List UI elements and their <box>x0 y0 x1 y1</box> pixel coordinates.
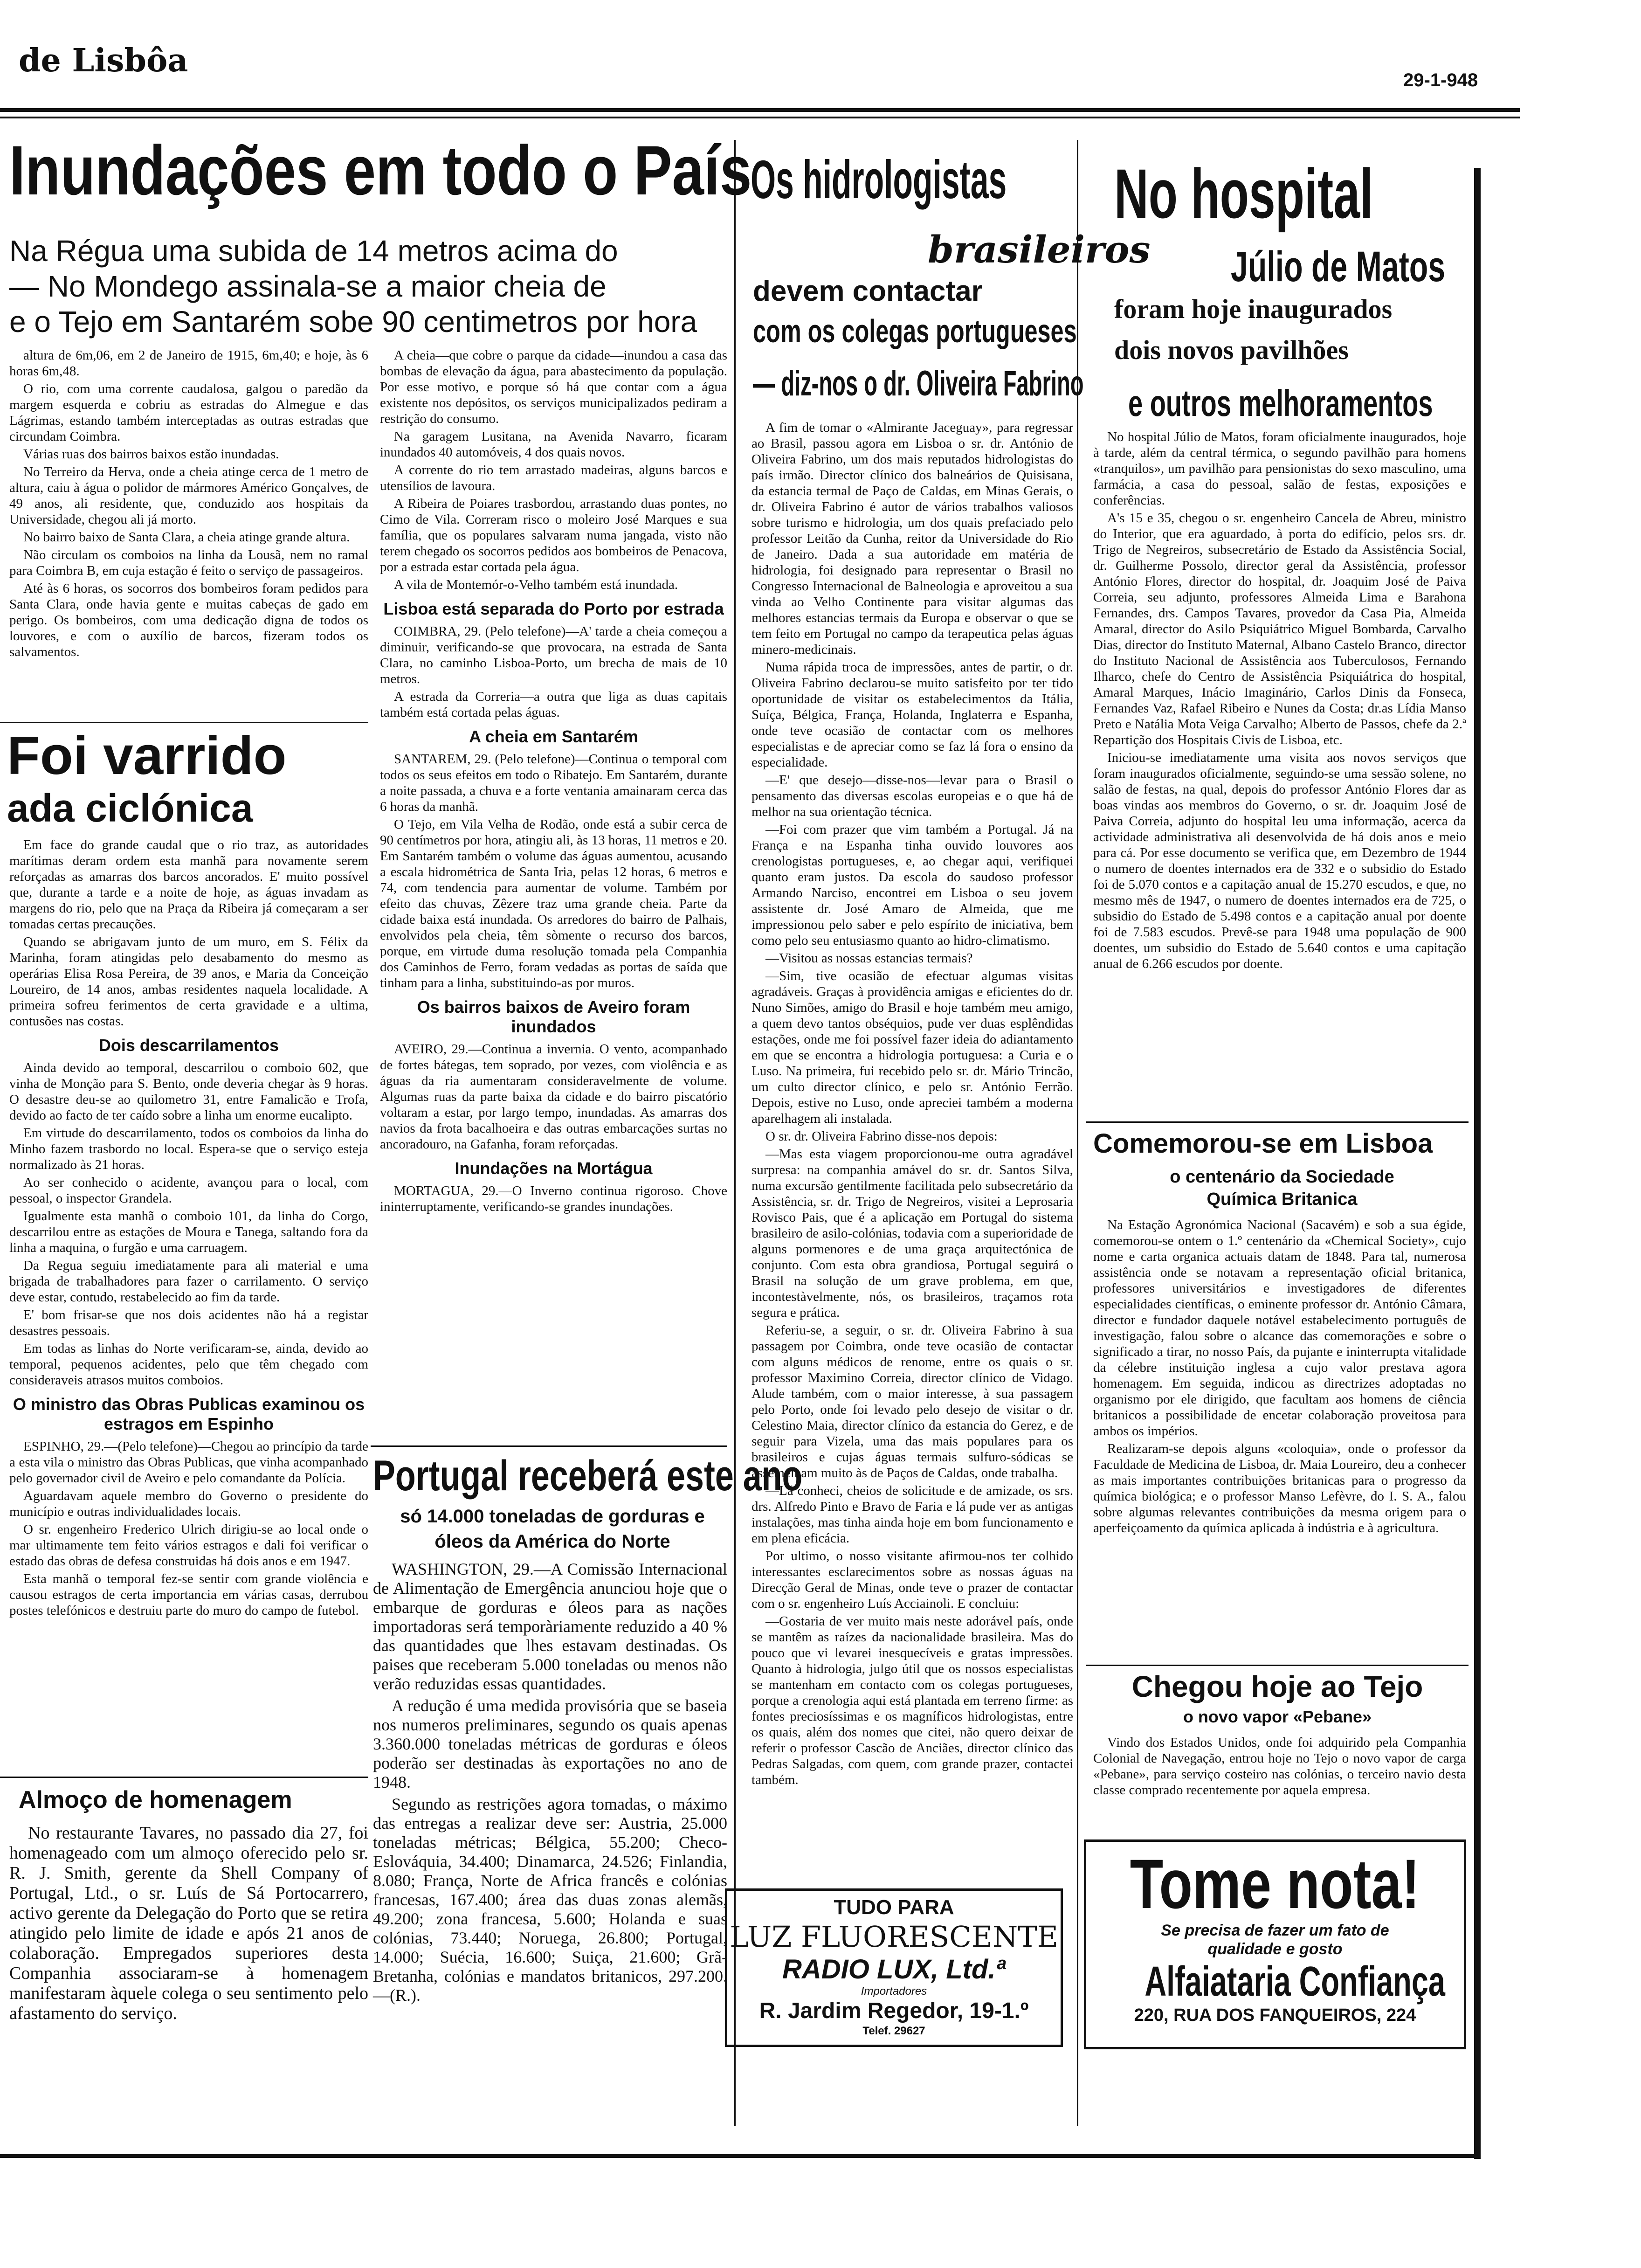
article8-headline: Chegou hoje ao Tejo <box>1131 1670 1423 1703</box>
ad-line: 220, RUA DOS FANQUEIROS, 224 <box>1134 2005 1416 2025</box>
article1-col1 <box>9 347 368 662</box>
paragraph: O sr. engenheiro Frederico Ulrich dirigiu-se ao local onde o mar ultimamente tem feito vários estragos e dali foi verificar o estado das obras de defesa construidas há dois anos e em 1947. <box>9 1522 368 1569</box>
ad-line: R. Jardim Regedor, 19-1.º <box>759 1998 1029 2023</box>
article2-headline: Foi varrido <box>7 725 287 786</box>
paragraph: Vindo dos Estados Unidos, onde foi adquirido pela Companhia Colonial de Navegação, entrou hoje no Tejo o novo vapor de carga «Pebane», para serviço costeiro nas colónias, o terceiro navio desta classe comprado recentemente por aquela empresa. <box>1093 1735 1466 1798</box>
paragraph: O sr. dr. Oliveira Fabrino disse-nos depois: <box>765 1129 998 1144</box>
paragraph: Na Estação Agronómica Nacional (Sacavém) e sob a sua égide, comemorou-se ontem o 1.º centenário da «Chemical Society», cujo nome e carta organica actuais datam de 1848. Para tal, numerosa assistência onde se notavam a representação oficial britanica, professores universitários e investigadores de diferentes especialidades científicas, o eminente professor dr. António Câmara, director e fundador daquele notável estabelecimento português de investigação, falou sobre o alcance das comemorações e sobre o significado a tirar, no nosso País, da pujante e ininterrupta vitalidade da célebre instituição inglesa a cujo valor prestava agora homenagem. Em seguida, indicou as directrizes adoptadas no organismo por ele dirigido, que facultam aos homens de ciência britanicos a possibilidade de encetar colaboração proveitosa para ambos os impérios. <box>1093 1217 1466 1438</box>
article2-body <box>9 837 368 1620</box>
masthead-rule-top <box>0 108 1520 112</box>
article5-deck-1: devem contactar <box>753 275 983 307</box>
ad-line: Se precisa de fazer um fato de <box>1161 1922 1389 1939</box>
paragraph: COIMBRA, 29. (Pelo telefone)—A' tarde a cheia começou a diminuir, verificando-se que provocara, na estrada de Santa Clara, no caminho Lisboa-Porto, um brecha de mais de 10 metros. <box>380 624 727 686</box>
article1-deck-line: e o Tejo em Santarém sobe 90 centimetros por hora <box>9 305 697 339</box>
article6-headline-2: Júlio de Matos <box>1231 243 1446 290</box>
article3-headline: Almoço de homenagem <box>19 1786 292 1813</box>
paragraph: —Gostaria de ver muito mais neste adorável país, onde se mantêm as raízes da nacionalidade brasileira. Mas do pouco que vi levarei inesquecíveis e gratas impressões. Quanto à hidrologia, julgo útil que os nossos especialistas se mantenham em contacto com os colegas portugueses, porque a crenologia aqui está plantada em terreno firme: as fontes preciosíssimas e os magníficos hidrologistas, entre os quais, além dos nomes que citei, não quero deixar de referir o professor Cascão de Anciães, director clínico das Pedras Salgadas, com quem, com grande prazer, contactei também. <box>752 1614 1073 1787</box>
paragraph: Por ultimo, o nosso visitante afirmou-nos ter colhido interessantes esclarecimentos sobre as nossas águas na Direcção Geral de Minas, onde teve o prazer de contactar com o sr. engenheiro Luís Acciainoli. E concluiu: <box>752 1549 1073 1611</box>
paragraph: No restaurante Tavares, no passado dia 27, foi homenageado com um almoço oferecido pelo sr. R. J. Smith, gerente da Shell Company of Portugal, Ltd., o sr. Luís de Sá Portocarrero, activo gerente da Delegação do Porto que se retira atingido pelo limite de idade e após 21 anos de colaboração. Empregados superiores desta Companhia associaram-se à homenagem manifestaram àquele colega o seu sentimento pelo afastamento do serviço. <box>9 1823 368 2023</box>
paragraph: Na garagem Lusitana, na Avenida Navarro, ficaram inundados 40 automóveis, 4 dos quais novos. <box>380 429 727 460</box>
article4-body <box>373 1560 727 2005</box>
article-divider <box>1086 1665 1469 1666</box>
paragraph: WASHINGTON, 29.—A Comissão Internacional de Alimentação de Emergência anunciou hoje que o embarque de gorduras e óleos para as nações importadoras será temporàriamente reduzido a 40 % das quantidades que lhes estavam destinadas. Os paises que receberam 5.000 toneladas ou menos não verão reduzidas essas quantidades. <box>373 1560 727 1693</box>
paragraph: SANTAREM, 29. (Pelo telefone)—Continua o temporal com todos os seus efeitos em todo o Ribatejo. Em Santarém, durante a noite passada, a chuva e a forte ventania amainaram cerca das 6 horas da manhã. <box>380 752 727 814</box>
paragraph: A cheia—que cobre o parque da cidade—inundou a casa das bombas de elevação da água, para abastecimento da população. Por esse motivo, e porque só há que contar com a água existente nos depósitos, os serviços municipalizados pediram a restrição do consumo. <box>380 348 727 426</box>
paragraph: Esta manhã o temporal fez-se sentir com grande violência e causou estragos de certa importancia em várias casas, derrubou postes telefónicos e destruiu parte do muro do campo de futebol. <box>9 1571 368 1618</box>
paragraph: A estrada da Correria—a outra que liga as duas capitais também está cortada pelas águas. <box>380 689 727 720</box>
paragraph: MORTAGUA, 29.—O Inverno continua rigoroso. Chove ininterruptamente, verificando-se grandes inundações. <box>380 1183 727 1214</box>
page-frame-right <box>1474 168 1481 2159</box>
article1-headline: Inundações em todo o País <box>9 131 752 209</box>
paragraph: Ao ser conhecido o acidente, avançou para o local, com pessoal, o inspector Grandela. <box>9 1175 368 1206</box>
paragraph: —Foi com prazer que vim também a Portugal. Já na França e na Espanha tinha ouvido louvores aos crenologistas portugueses, e, ao chegar aqui, verifiquei quanto eram justos. Da escola do saudoso professor Armando Narciso, encontrei em Lisboa o seu jovem assistente dr. José Amaro de Almeida, que me impressionou pelo saber e pelo espírito de iniciativa, bem como pelo seu entusiasmo quanto ao hidro-climatismo. <box>752 822 1073 948</box>
ad-line: qualidade e gosto <box>1207 1940 1343 1958</box>
ad-line: TUDO PARA <box>834 1896 954 1919</box>
masthead-title: de Lisbôa <box>19 42 188 79</box>
paragraph: Da Regua seguiu imediatamente para ali material e uma brigada de trabalhadores para fazer o carrilamento. O serviço deve estar, contudo, restabelecido ao fim da tarde. <box>9 1258 368 1305</box>
paragraph: Em virtude do descarrilamento, todos os comboios da linha do Minho fazem trasbordo no local. Espera-se que o serviço esteja normalizado às 21 horas. <box>9 1126 368 1172</box>
paragraph: Em todas as linhas do Norte verificaram-se, ainda, devido ao temporal, pequenos acidentes, pelo que têm chegado com consideraveis atrasos muitos comboios. <box>9 1341 368 1388</box>
article7-headline: Comemorou-se em Lisboa <box>1093 1128 1433 1159</box>
ad-line: LUZ FLUORESCENTE <box>730 1920 1058 1954</box>
paragraph: Quando se abrigavam junto de um muro, em S. Félix da Marinha, foram atingidas pelo desabamento do mesmo as operárias Elisa Rosa Pereira, de 39 anos, e Maria da Conceição Loureiro, de 14 anos, ambas residentes naquela localidade. A primeira sofreu ferimentos de certa gravidade e a ultima, contusões nas costas. <box>9 934 368 1029</box>
article5-deck-3: — diz-nos o dr. Oliveira Fabrino <box>753 364 1084 403</box>
article4-deck: só 14.000 toneladas de gorduras e óleos da América do Norte <box>400 1506 705 1552</box>
article5-headline: Os hidrologistas <box>751 149 1007 210</box>
article2-subhead-descarrilamentos: Dois descarrilamentos <box>98 1036 279 1055</box>
paragraph: Ainda devido ao temporal, descarrilou o comboio 602, que vinha de Monção para S. Bento, onde deveria chegar às 9 horas. O desastre deu-se ao quilometro 31, entre Famalicão e Trofa, devido ao facto de ter caído sobre a linha um enorme eucalipto. <box>9 1060 368 1123</box>
ad-line: Telef. 29627 <box>862 2025 925 2037</box>
paragraph: Realizaram-se depois alguns «coloquia», onde o professor da Faculdade de Medicina de Lisboa, dr. Maia Loureiro, deu a conhecer as mais importantes contribuições britanicas para o progresso da química biológica; e o professor Manso Lefèvre, do I. S. A., falou sobre algumas relevantes contribuições da mesma origem para o aperfeiçoamento da química aplicada à indústria e à agricultura. <box>1093 1441 1466 1535</box>
paragraph: O rio, com uma corrente caudalosa, galgou o paredão da margem esquerda e cobriu as estradas do Almegue e das Lágrimas, estando também interceptadas as outras estradas que circundam Coimbra. <box>9 381 368 444</box>
article4-headline: Portugal receberá este ano <box>373 1452 803 1500</box>
paragraph: ESPINHO, 29.—(Pelo telefone)—Chegou ao princípio da tarde a esta vila o ministro das Obras Publicas, que vinha acompanhado pelo governador civil de Aveiro e pelo comandante da Polícia. <box>9 1439 368 1486</box>
ad-line: Tome nota! <box>1130 1845 1420 1923</box>
paragraph: A Ribeira de Poiares trasbordou, arrastando duas pontes, no Cimo de Vila. Correram risco o moleiro José Marques e sua família, que os populares salvaram numa jangada, visto não terem chegado os socorros pedidos aos bombeiros de Penacova, por a estrada estar cortada pela água. <box>380 496 727 574</box>
paragraph: —E' que desejo—disse-nos—levar para o Brasil o pensamento das diversas escolas europeias e o que há de melhor na sua orientação técnica. <box>752 773 1073 819</box>
paragraph: Até às 6 horas, os socorros dos bombeiros foram pedidos para Santa Clara, onde havia gente e muitas cabeças de gado em perigo. Os bombeiros, com uma dedicação digna de todos os louvores, e com o auxílio de barcos, fizeram todos os salvamentos. <box>9 581 368 659</box>
paragraph: A vila de Montemór-o-Velho também está inundada. <box>394 577 678 592</box>
article7-deck: o centenário da Sociedade Química Britanica <box>1170 1167 1394 1209</box>
paragraph: Não circulam os comboios na linha da Lousã, nem no ramal para Coimbra B, em cuja estação é feito o serviço de passageiros. <box>9 547 368 578</box>
paragraph: Iniciou-se imediatamente uma visita aos novos serviços que foram inaugurados oficialmente, seguindo-se uma sessão solene, no salão de festas, na qual, depois do professor António Flores dar as boas vindas aos membros do Governo, o sr. dr. Joaquim José de Paiva Correia, adjunto do hospital leu uma informação, acerca da actividade administrativa ali desenvolvida de há dois anos e meio para cá. Por esse documento se verifica que, em Dezembro de 1944 o numero de doentes internados era de 332 e o subsidio do Estado foi de 5.070 contos e a capitação anual de 15.270 escudos, e que, no mesmo mês de 1947, o numero de doentes internados era de 725, o subsidio do Estado de 5.498 contos e a capitação anual por doente foi de 7.583 escudos. Prevê-se para 1948 uma população de 900 doentes, um subsidio do Estado de 5.640 contos e uma capitação anual de 6.266 escudos por doente. <box>1093 750 1466 971</box>
paragraph: Em face do grande caudal que o rio traz, as autoridades marítimas deram ordem esta manhã para novamente serem reforçadas as amarras dos barcos ancorados. E' muito possível que, durante a tarde e a noite de hoje, as águas invadam as margens do rio, pelo que na Praça da Ribeira já começaram a ser tomadas certas precauções. <box>9 837 368 932</box>
article-divider <box>0 722 368 723</box>
paragraph: A's 15 e 35, chegou o sr. engenheiro Cancela de Abreu, ministro do Interior, que era aguardado, à porta do edifício, pelos srs. dr. Trigo de Negreiros, subsecretário de Estado da Assistência Social, dr. Guilherme Possolo, director geral da Assistência, professor António Flores, director do hospital, dr. Joaquim José de Paiva Correia, seu adjunto, professores Almeida Lima e Barahona Fernandes, drs. Campos Tavares, provedor da Casa Pia, Almeida Amaral, director do Asilo Psiquiátrico Miguel Bombarda, Carvalho Dias, director do Instituto Maternal, Albano Castelo Branco, director do Instituto Nacional de Assistência aos Tuberculosos, Fernando Ilharco, chefe do Centro de Assistência Psiquiátrica do hospital, Amaral Marques, Inácio Imaginário, Carlos Dinis da Fonseca, Fernandes Vaz, Rafael Ribeiro e Nunes da Costa; dr.as Lídia Manso Preto e Natália Mota Veiga Carvalho; Alberto de Passos, chefe da 2.ª Repartição dos Hospitais Civis de Lisboa, etc. <box>1093 511 1466 747</box>
article1-subhead-santarem: A cheia em Santarém <box>469 727 638 746</box>
article5-body <box>752 420 1073 1790</box>
paragraph: Igualmente esta manhã o comboio 101, da linha do Corgo, descarrilou entre as estações de Moura e Tanega, saltando fora da linha a maquina, o furgão e uma carruagem. <box>9 1209 368 1255</box>
article6-deck-2: dois novos pavilhões <box>1114 335 1349 365</box>
article2-subhead-ministro: O ministro das Obras Publicas examinou os estragos em Espinho <box>13 1395 365 1433</box>
ad-line: Importadores <box>861 1985 927 1998</box>
paragraph: Numa rápida troca de impressões, antes de partir, o dr. Oliveira Fabrino declarou-se muito satisfeito por ter tido oportunidade de visitar os estabelecimentos da Itália, Suíça, Bélgica, França, Holanda, Inglaterra e Espanha, onde teve ocasião de contactar com os melhores especialistas e de apreciar como se faz lá fora o ensino da especialidade. <box>752 660 1073 770</box>
paragraph: Várias ruas dos bairros baixos estão inundadas. <box>23 447 279 462</box>
column-divider <box>1077 140 1078 2126</box>
article7-body <box>1093 1217 1466 1538</box>
ad-line: Alfaiataria Confiança <box>1145 1958 1445 2005</box>
article1-deck <box>9 233 727 339</box>
paragraph: —Sim, tive ocasião de efectuar algumas visitas agradáveis. Graças à providência amigas e eficientes do dr. Nuno Simões, amigo do Brasil e hoje também meu amigo, a quem devo tantos obséquios, pude ver duas esplêndidas estações, onde me foi possível fazer ideia do adiantamento em que se encontra a hidrologia portuguesa: a Curia e o Luso. Na primeira, fui recebido pelo sr. dr. Mário Trincão, um culto director clínico, e pelo sr. António Ferrão. Depois, estive no Luso, onde apreciei também a moderna aparelhagem ali instalada. <box>752 968 1073 1126</box>
paragraph: O Tejo, em Vila Velha de Rodão, onde está a subir cerca de 90 centímetros por hora, atingiu ali, às 13 horas, 11 metros e 20. Em Santarém também o volume das águas aumentou, acusando a escala hidrométrica de Santa Iria, pelas 12 horas, 6 metros e 74, com tendencia para aumentar de volume. Também por efeito das chuvas, Zêzere traz uma grande cheia. Parte da cidade baixa está inundada. Os arredores do bairro de Palhais, envolvidos pela cheia, têm sòmente o recurso dos barcos, porque, em virtude duma resolução tomada pela Companhia dos Caminhos de Ferro, foram vedadas as portas de saída que tinham para a linha, substituindo-as por muros. <box>380 817 727 990</box>
article8-deck: o novo vapor «Pebane» <box>1183 1707 1372 1726</box>
article1-subhead-mortagua: Inundações na Mortágua <box>455 1159 653 1178</box>
masthead-date: 29-1-948 <box>1403 70 1478 90</box>
article6-body <box>1093 429 1466 974</box>
article1-deck-line: — No Mondego assinala-se a maior cheia de <box>9 270 607 303</box>
article-divider <box>371 1445 727 1447</box>
article8-body <box>1093 1735 1466 1800</box>
paragraph: —Lá conheci, cheios de solicitude e de amizade, os srs. drs. Alfredo Pinto e Bravo de Faria e lá pude ver as antigas instalações, mas tinha ainda hoje em bom funcionamento e em plena eficácia. <box>752 1483 1073 1546</box>
article-divider <box>1086 1121 1469 1123</box>
paragraph: Aguardavam aquele membro do Governo o presidente do município e outras individualidades locais. <box>9 1488 368 1519</box>
paragraph: Segundo as restrições agora tomadas, o máximo das entregas a realizar deve ser: Austria, 25.000 toneladas métricas; Bélgica, 55.200; Checo-Eslováquia, 34.400; Dinamarca, 24.526; Finlandia, 8.080; França, Norte de Africa francês e colónias francesas, 167.400; área das duas zonas alemãs, 49.200; zona francesa, 5.600; Holanda e suas colónias, 73.440; Noruega, 26.800; Portugal, 14.000; Suécia, 16.600; Suiça, 21.600; Grã-Bretanha, colónias e mandatos britanicos, 297.200.—(R.). <box>373 1795 727 2005</box>
masthead-rule-bottom <box>0 117 1520 118</box>
article1-subhead-porto: Lisboa está separada do Porto por estrada <box>383 599 724 618</box>
paragraph: A corrente do rio tem arrastado madeiras, alguns barcos e utensílios de lavoura. <box>380 463 727 493</box>
paragraph: altura de 6m,06, em 2 de Janeiro de 1915, 6m,40; e hoje, às 6 horas 6m,48. <box>9 348 368 379</box>
paragraph: A redução é uma medida provisória que se baseia nos numeros preliminares, segundo os quais apenas 3.360.000 toneladas métricas de gorduras e óleos poderão ser destinadas às exportações no ano de 1948. <box>373 1696 727 1791</box>
article5-headline-2: brasileiros <box>928 228 1151 271</box>
article1-col2 <box>380 347 727 1217</box>
paragraph: No bairro baixo de Santa Clara, a cheia atinge grande altura. <box>23 530 350 545</box>
ad-alfaiataria-confianca <box>1084 1839 1466 2049</box>
ad-line: RADIO LUX, Ltd.ª <box>782 1954 1006 1984</box>
paragraph: No Terreiro da Herva, onde a cheia atinge cerca de 1 metro de altura, caiu à água o polidor de mármores Américo Gonçalves, de 49 anos, ali residente, que, conduzido aos hospitais da Universidade, chegou ali já morto. <box>9 464 368 527</box>
paragraph: No hospital Júlio de Matos, foram oficialmente inaugurados, hoje à tarde, além da central térmica, o segundo pavilhão para homens «tranquilos», um pavilhão para pensionistas do sexo masculino, uma farmácia, a casa do pessoal, salão de festas, exposições e conferências. <box>1093 429 1466 508</box>
article1-subhead-aveiro: Os bairros baixos de Aveiro foram inundados <box>417 997 690 1036</box>
paragraph: A fim de tomar o «Almirante Jaceguay», para regressar ao Brasil, passou agora em Lisboa o sr. dr. António de Oliveira Fabrino, um dos mais reputados hidrologistas do país irmão. Director clínico dos balneários de Quisisana, da estancia termal de Paço de Caldas, em Minas Gerais, o dr. Oliveira Fabrino é autor de vários trabalhos valiosos sobre turismo e hidrologia, um dos quais prefaciado pelo professor Leitão da Cunha, reitor da Universidade do Rio de Janeiro. Dada a sua autoridade em matéria de hidrologia, foi designado para representar o Brasil no Congresso Internacional de Balneologia e aproveitou a sua vinda ao Velho Continente para visitar algumas das melhores estancias termais da Europa e observar o que se tem feito em Portugal no campo da terapeutica pelas águas minero-medicinais. <box>752 420 1073 657</box>
paragraph: —Visitou as nossas estancias termais? <box>765 951 973 966</box>
column-divider <box>734 140 736 2126</box>
paragraph: AVEIRO, 29.—Continua a invernia. O vento, acompanhado de fortes bátegas, tem soprado, por vezes, com violência e as águas da ria aumentaram consideravelmente de volume. Algumas ruas da parte baixa da cidade e do bairro piscatório voltaram a estar, por largo tempo, inundadas. As amarras dos navios da frota bacalhoeira e das outras embarcações surtas no ancoradouro, na Gafanha, foram reforçadas. <box>380 1042 727 1152</box>
article5-deck-2: com os colegas portugueses <box>753 313 1077 349</box>
article6-deck-1: foram hoje inaugurados <box>1114 294 1393 324</box>
article-divider <box>0 1777 368 1778</box>
article2-deck: ada ciclónica <box>7 786 253 830</box>
ad-radio-lux <box>725 1888 1063 2047</box>
article3-body <box>9 1823 368 2024</box>
page-frame-bottom <box>0 2154 1481 2158</box>
paragraph: —Mas esta viagem proporcionou-me outra agradável surpresa: na companhia amável do sr. dr. Santos Silva, numa excursão gentilmente facilitada pelo subsecretário da Assistência, sr. dr. Trigo de Negreiros, visitei a Leprosaria Rovisco Pais, que é a aplicação em Portugal do sistema brasileiro de asilo-colónias, todavia com a superioridade de alguns pormenores e de uma graça arquitectónica de conjunto. Com esta obra grandiosa, Portugal seguirá o Brasil na solução de um grave problema, em que, incontestàvelmente, nós, os brasileiros, traçamos rota segura e prática. <box>752 1147 1073 1320</box>
article1-deck-line: Na Régua uma subida de 14 metros acima do <box>9 234 618 268</box>
paragraph: E' bom frisar-se que nos dois acidentes não há a registar desastres pessoais. <box>9 1307 368 1338</box>
article6-deck-3: e outros melhoramentos <box>1128 382 1433 424</box>
paragraph: Referiu-se, a seguir, o sr. dr. Oliveira Fabrino à sua passagem por Coimbra, onde teve ocasião de contactar com alguns médicos de renome, entre os quais o sr. professor Maximino Correia, director clínico de Vidago. Alude também, com o maior interesse, à sua passagem pelo Porto, onde foi levado pelo desejo de visitar o dr. Celestino Maia, director clínico da estancia do Gerez, e de seguir para Vizela, uma das mais populares para os brasileiros e cujas águas termais sulfuro-sódicas se assemelham muito às de Paços de Caldas, onde trabalha. <box>752 1323 1073 1480</box>
article6-headline-1: No hospital <box>1114 154 1373 233</box>
